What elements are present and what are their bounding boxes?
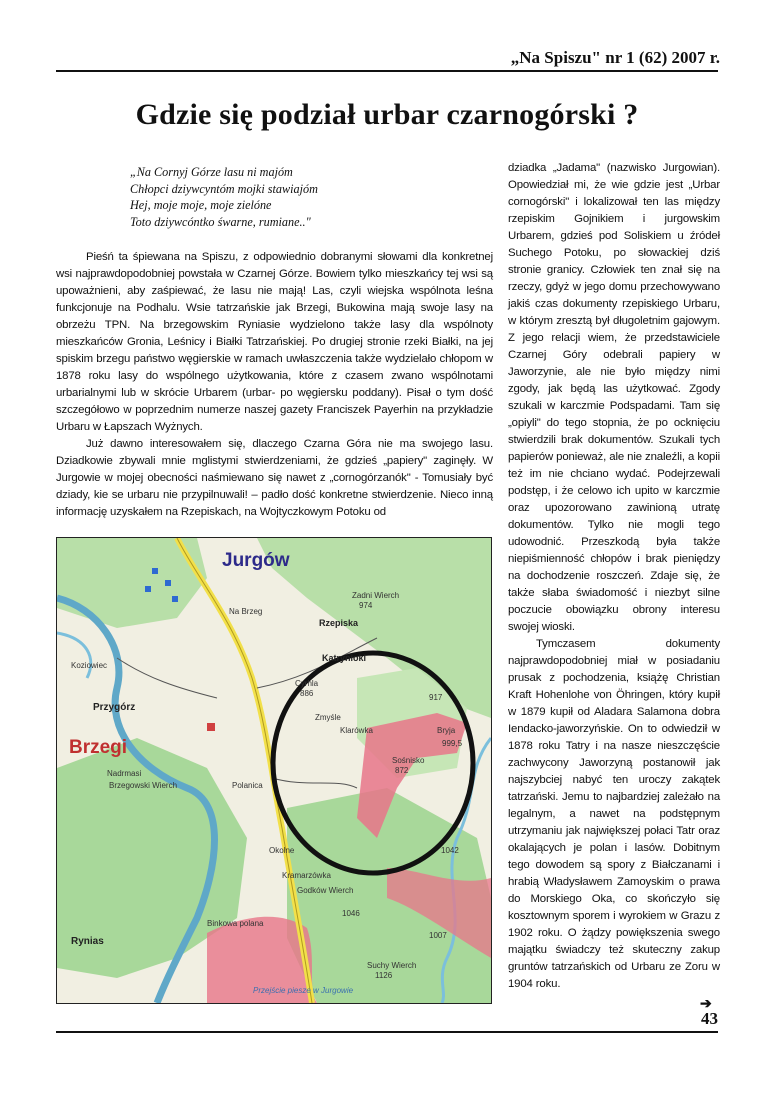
map-label-bryja-height: 999,5 [442, 739, 463, 748]
map-label-height: 1126 [375, 971, 393, 980]
map-label-rzepiska: Rzepiska [319, 618, 359, 628]
map-label-height: 1046 [342, 909, 360, 918]
map-label-kramarzowka: Kramarzówka [282, 871, 331, 880]
map-label-katrynioki: Katrynioki [322, 653, 367, 663]
poem-line: Hej, moje moje, moje zielóne [130, 198, 272, 212]
map-label-cyrhla-height: 886 [300, 689, 314, 698]
topographic-map [56, 537, 492, 1004]
left-column [56, 249, 493, 521]
map-label-polanica: Polanica [232, 781, 263, 790]
poem-line: „Na Cornyj Górze lasu ni majóm [130, 165, 293, 179]
map-canvas [57, 538, 491, 1003]
village-marker [165, 580, 171, 586]
paragraph: Tymczasem dokumenty najprawdopodobniej miał w posiadaniu prusak z pochodzenia, książę Christian Kraft Hohenlohe von Öhringen, który kupił w 1879 kupił od Aladara Salamona dobra Iendacko-jaworzyńskie. On to odwiedził w 1878 roku Tatry i na nasze nieszczęście zachwycony Jaworzyną postanowił jak najszybciej nabyć ten uroczy zakątek tatrzański. Jemu to najbardziej zależało na legalnym, a nawet na podstępnym utrzymaniu jak największej połaci Tatr oraz okalających je polan i lasów. Dobitnym tego dowodem są spory z Białczanami i hrabią Władysławem Zamoyskim o prawa do Morskiego Oka, co skończyło się kosztownym sporem i wyrokiem w Grazu z 1902 roku. O żądzy powiększenia swego majątku świadczy też skuteczny zakup gruntów tatrzańskich od Urbaru ze Zoru w 1904 roku. [508, 638, 720, 990]
map-label-brzegi: Brzegi [69, 737, 128, 758]
map-label-binkowa-polana: Binkowa polana [207, 919, 264, 928]
map-label-kozlowiec: Koziowiec [71, 661, 108, 670]
village-marker [145, 586, 151, 592]
map-label-bryja: Bryja [437, 726, 456, 735]
map-label-jurgow: Jurgów [222, 550, 290, 571]
paragraph: Już dawno interesowałem się, dlaczego Czarna Góra nie ma swojego lasu. Dziadkowie zbywali mnie mglistymi stwierdzeniami, że gdzieś „papiery" zaginęły. W Jurgowie w mojej obecności naśmiewano się nawet z „cornogórzanók" - Tomusiały być dziady, kie se urbaru nie przypilnuwali! – padło dość konkretne stwierdzenie. Nieco inną informację uzyskałem na Rzepiskach, na Wojtyczkowym Potoku od [56, 438, 493, 518]
poem-line: Chłopci dziywcyntóm mojki stawiajóm [130, 181, 318, 196]
continue-arrow-icon: ➔ [700, 995, 712, 1011]
map-label-godkow-wierch: Godków Wierch [297, 886, 354, 895]
page-number: 43 [701, 1009, 718, 1028]
map-label-height: 917 [429, 693, 443, 702]
map-label-crossing: Przejście piesze w Jurgowie [253, 986, 354, 995]
map-label-na-brzeg: Na Brzeg [229, 607, 263, 616]
map-label-height: 1007 [429, 931, 447, 940]
header-divider [56, 70, 718, 72]
map-label-sosnisko-height: 872 [395, 766, 409, 775]
footer-divider [56, 1031, 718, 1033]
right-column [508, 160, 720, 993]
map-label-height: 1042 [441, 846, 459, 855]
map-label-zmysle: Zmyśle [315, 713, 341, 722]
paragraph: Pieśń ta śpiewana na Spiszu, z odpowiednio dobranymi słowami dla konkretnej wsi najprawdopodobniej powstała w Czarnej Górze. Bowiem tylko mieszkańcy tej wsi są upoważnieni, aby zaśpiewać, że lasu nie mają! Las, czyli wiejska wspólnota leśna funkcjonuje na Podhalu. Wsie tatrzańskie jak Brzegi, Bukowina mają swoje lasy na obrzeżu TPN. Na brzegowskim Ryniasie wydzielono także lasy dla wspólnoty mieszkańców Gronia, Leśnicy i Białki Tatrzańskiej. Po drugiej stronie rzeki Białki, na jej spiskim brzegu państwo węgierskie w ramach uwłaszczenia także wydzielało chłopom w 1878 roku lasy do wspólnego użytkowania, które z czasem zwano wspólnotami urbarialnymi lub w skrócie Urbarem (urbar- po węgiersku poddany). Pisał o tym dość szczegółowo w poprzednim numerze naszej gazety Franciszek Payerhin na przykładzie Urbaru w Łapszach Wyżnych. [56, 251, 493, 433]
article-title: Gdzie się podział urbar czarnogórski ? [135, 98, 639, 131]
map-label-suchy-wierch: Suchy Wierch [367, 961, 417, 970]
landmark-marker [207, 723, 215, 731]
village-marker [152, 568, 158, 574]
map-label-sosnisko: Sośnisko [392, 756, 425, 765]
poem-line: Toto dziywcóntko śwarne, rumiane.." [130, 214, 311, 229]
map-label-zadni-wierch: Zadni Wierch [352, 591, 400, 600]
running-header: „Na Spiszu" nr 1 (62) 2007 r. [510, 48, 720, 67]
map-label-brzegowski-wierch: Brzegowski Wierch [109, 781, 178, 790]
map-label-cyrhla: Cyrhla [295, 679, 319, 688]
map-label-zadni-height: 974 [359, 601, 373, 610]
epigraph-poem [130, 164, 470, 230]
village-marker [172, 596, 178, 602]
map-label-klarowka: Klarówka [340, 726, 373, 735]
map-label-przygorz: Przygórz [93, 702, 136, 713]
paragraph: dziadka „Jadama" (nazwisko Jurgowian). Opowiedział mi, że wie gdzie jest „Urbar cornogórski" i lokalizował ten las między rzepiskim Gojnikiem i jurgowskim Urbarem, gdzieś pod Soliskiem u źródeł Suchego Potoku, po słowackiej dziś stronie granicy. Człowiek ten znał się na rzeczy, gdyż w jego domu przechowywano jakiś czas dokumenty rzepiskiego Urbaru, w którym zresztą był długoletnim gajowym. Z jego relacji wiem, że przedstawiciele Czarnej Góry odebrali papiery w Jaworzynie, ale nie było między nimi zgody, jak będą las użytkować. Zgody szukali w karczmie Podspadami. Tam się „opiyli" do tego stopnia, że po ocknięciu stwierdzili brak dokumentów. Szukali tych papierów ponieważ, ale nie znaleźli, a kopii też im nie chciano wydać. Podejrzewali podstęp, i że celowo ich upito w karczmie oraz upozorowano zawinioną utratę dokumentów. Tylko nie mogli tego udowodnić. Przeszkodą była także niepiśmienność chłopów i brak pieniędzy na dochodzenie roszczeń. Zdaje się, że także słaba świadomość i niezbyt silne poczucie obowiązku obrony interesu swojej wioski. [508, 162, 720, 633]
map-label-nadrmasi: Nadrmasi [107, 769, 142, 778]
map-label-okolne: Okolne [269, 846, 295, 855]
map-label-rynias: Rynias [71, 936, 104, 947]
